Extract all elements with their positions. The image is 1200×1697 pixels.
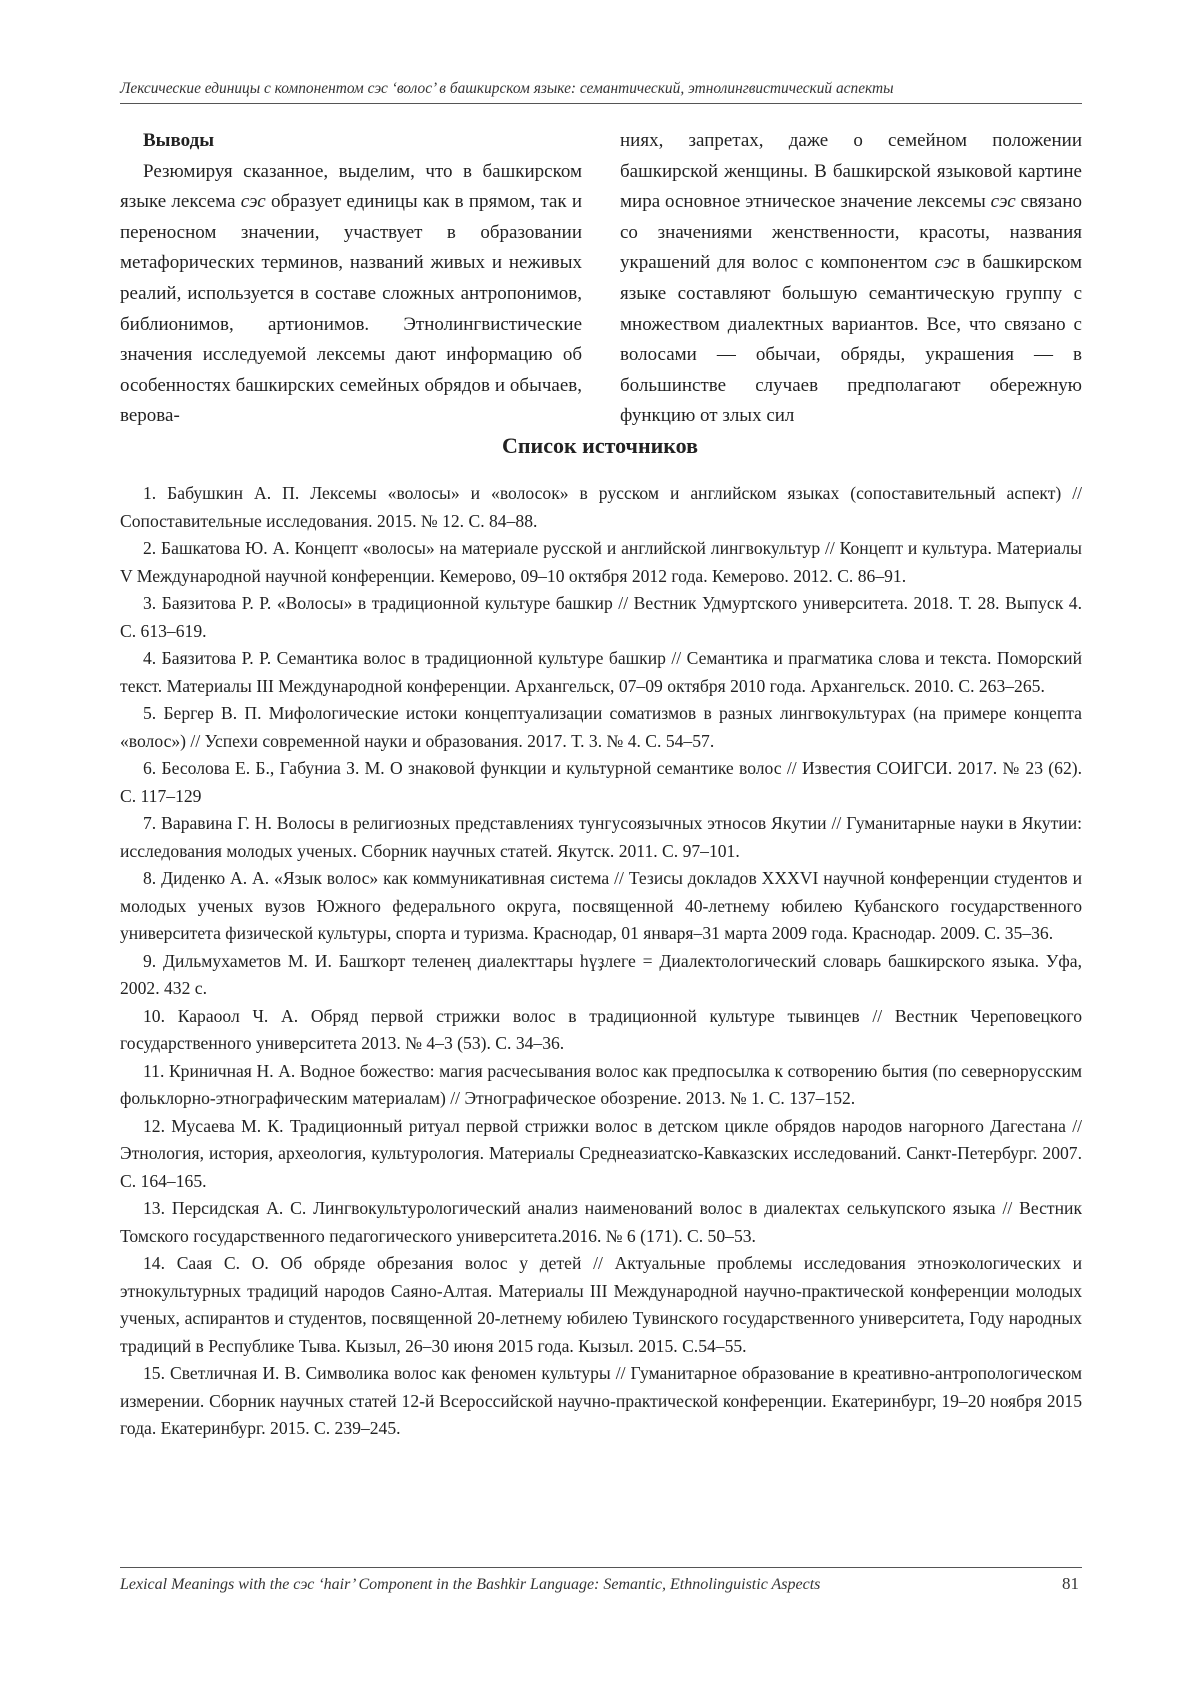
conclusions-heading: Выводы: [143, 130, 215, 151]
term-ses-2: сэс: [990, 191, 1016, 213]
reference-list: [120, 480, 1082, 1443]
reference-item: 9. Дильмухаметов М. И. Башҡорт теленең диалекттары һүҙлеге = Диалектологический словарь башкирского языка. Уфа, 2002. 432 с.: [120, 950, 1082, 998]
reference-item: 7. Варавина Г. Н. Волосы в религиозных представлениях тунгусоязычных этносов Якутии // Гуманитарные науки в Якутии: исследования молодых ученых. Сборник научных статей. Якутск. 2011. С. 97–101.: [120, 813, 1082, 861]
header-rule: [120, 103, 1082, 104]
conclusions-continuation: [620, 126, 1082, 432]
reference-item: 11. Криничная Н. А. Водное божество: магия расчесывания волос как предпосылка к сотворению бытия (по севернорусским фольклорно-этнографическим материалам) // Этнографическое обозрение. 2013. № 1. С. 137–152.: [120, 1060, 1082, 1108]
reference-item: 15. Светличная И. В. Символика волос как феномен культуры // Гуманитарное образование в креативно-антропологическом измерении. Сборник научных статей 12-й Всероссийской научно-практической конференции. Екатеринбург, 19–20 ноября 2015 года. Екатеринбург. 2015. С. 239–245.: [120, 1363, 1082, 1438]
conclusions-paragraph: [120, 157, 582, 432]
reference-item: 4. Баязитова Р. Р. Семантика волос в традиционной культуре башкир // Семантика и прагматика слова и текста. Поморский текст. Материалы III Международной конференции. Архангельск, 07–09 октября 2010 года. Архангельск. 2010. С. 263–265.: [120, 648, 1082, 696]
conclusions-right-column: [620, 126, 1082, 432]
reference-item: 1. Бабушкин А. П. Лексемы «волосы» и «волосок» в русском и английском языках (сопоставительный аспект) // Сопоставительные исследования. 2015. № 12. С. 84–88.: [120, 483, 1082, 531]
reference-item: 12. Мусаева М. К. Традиционный ритуал первой стрижки волос в детском цикле обрядов народов нагорного Дагестана // Этнология, история, археология, культурология. Материалы Среднеазиатско-Кавказских исследований. Санкт-Петербург. 2007. С. 164–165.: [120, 1115, 1082, 1191]
reference-item: 2. Башкатова Ю. А. Концепт «волосы» на материале русской и английской лингвокультур // Концепт и культура. Материалы V Международной научной конференции. Кемерово, 09–10 октября 2012 года. Кемерово. 2012. С. 86–91.: [120, 538, 1082, 586]
reference-item: 6. Бесолова Е. Б., Габуниа З. М. О знаковой функции и культурной семантике волос // Известия СОИГСИ. 2017. № 23 (62). С. 117–129: [120, 758, 1082, 806]
reference-item: 8. Диденко А. А. «Язык волос» как коммуникативная система // Тезисы докладов XXXVI научной конференции студентов и молодых ученых вузов Южного федерального округа, посвященной 40-летнему юбилею Кубанского государственного университета физической культуры, спорта и туризма. Краснодар, 01 января–31 марта 2009 года. Краснодар. 2009. С. 35–36.: [120, 868, 1082, 943]
term-ses: сэс: [240, 191, 266, 213]
footer-english-title: Lexical Meanings with the сэс ‘hair’ Component in the Bashkir Language: Semantic, Ethnolinguistic Aspects: [120, 1576, 821, 1593]
reference-item: 5. Бергер В. П. Мифологические истоки концептуализации соматизмов в разных лингвокультурах (на примере концепта «волос») // Успехи современной науки и образования. 2017. Т. 3. № 4. С. 54–57.: [120, 703, 1082, 751]
conclusions-right-part-3: в башкирском языке составляют большую семантическую группу с множеством диалектных вариантов. Все, что связано с волосами — обычаи, обряды, украшения — в большинстве случаев предполагают обережную функцию от злых сил: [620, 252, 1083, 427]
conclusions-right-part-2: связано со значениями женственности, красоты, названия украшений для волос с компонентом: [620, 191, 1083, 274]
term-ses-3: сэс: [934, 252, 960, 274]
running-header: Лексические единицы с компонентом сэс ‘волос’ в башкирском языке: семантический, этнолингвистический аспекты: [120, 80, 894, 97]
footer-rule: [120, 1567, 1082, 1568]
conclusions-left-column: [120, 126, 582, 432]
reference-item: 14. Саая С. О. Об обряде обрезания волос у детей // Актуальные проблемы исследования этноэкологических и этнокультурных традиций народов Саяно-Алтая. Материалы III Международной научно-практической конференции молодых ученых, аспирантов и студентов, посвященной 20-летнему юбилею Тувинского государственного университета, Году народных традиций в Республике Тыва. Кызыл, 26–30 июня 2015 года. Кызыл. 2015. С.54–55.: [120, 1253, 1082, 1356]
reference-item: 10. Караоол Ч. А. Обряд первой стрижки волос в традиционной культуре тывинцев // Вестник Череповецкого государственного университета 2013. № 4–3 (53). С. 34–36.: [120, 1005, 1082, 1053]
conclusions-text-part-2: образует единицы как в прямом, так и переносном значении, участвует в образовании метафорических терминов, названий живых и неживых реалий, используется в составе сложных антропонимов, библионимов, артионимов. Этнолингвистические значения исследуемой лексемы дают информацию об особенностях башкирских семейных обрядов и обычаев, верова-: [120, 191, 582, 427]
sources-heading: Список источников: [501, 433, 699, 458]
page-number: 81: [1062, 1574, 1079, 1593]
reference-item: 13. Персидская А. С. Лингвокультурологический анализ наименований волос в диалектах селькупского языка // Вестник Томского государственного педагогического университета.2016. № 6 (171). С. 50–53.: [120, 1198, 1082, 1246]
reference-item: 3. Баязитова Р. Р. «Волосы» в традиционной культуре башкир // Вестник Удмуртского университета. 2018. Т. 28. Выпуск 4. С. 613–619.: [120, 593, 1082, 641]
conclusions-right-part-1: ниях, запретах, даже о семейном положении башкирской женщины. В башкирской языковой картине мира основное этническое значение лексемы: [620, 130, 1082, 213]
conclusions-text-part-1: Резюмируя сказанное, выделим, что в башкирском языке лексема: [120, 160, 582, 213]
